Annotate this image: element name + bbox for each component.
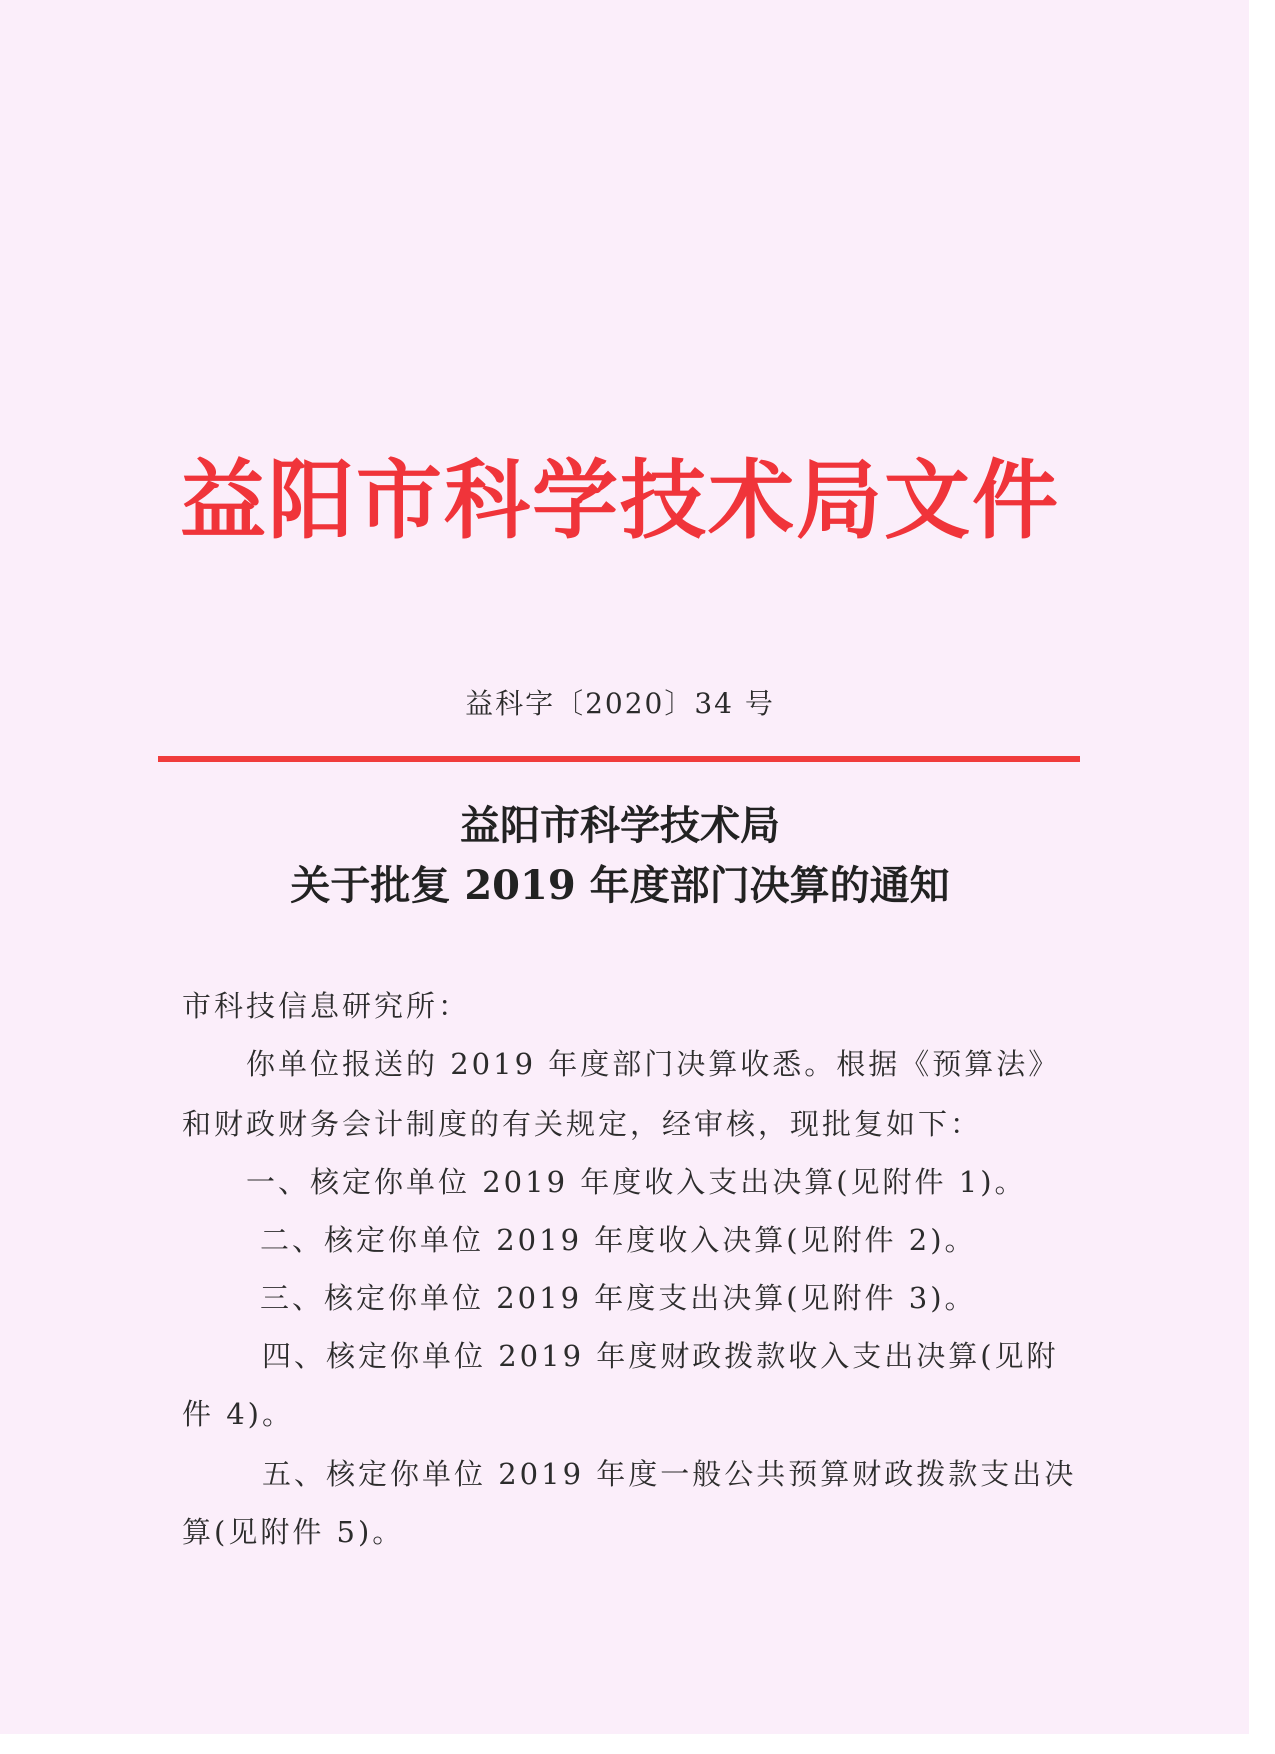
red-divider-rule: [158, 756, 1080, 762]
approval-item-3: 三、核定你单位 2019 年度支出决算(见附件 3)。: [260, 1281, 977, 1315]
approval-item-4: 四、核定你单位 2019 年度财政拨款收入支出决算(见附: [262, 1339, 1059, 1373]
scan-margin-bottom: [0, 1734, 1275, 1754]
body-paragraph-line: 和财政财务会计制度的有关规定，经审核，现批复如下：: [182, 1107, 983, 1141]
salutation: 市科技信息研究所：: [182, 989, 471, 1023]
approval-item-5-continued: 算(见附件 5)。: [182, 1515, 405, 1549]
approval-item-2: 二、核定你单位 2019 年度收入决算(见附件 2)。: [260, 1223, 977, 1257]
notice-title-line-2: 关于批复 2019 年度部门决算的通知: [290, 862, 950, 909]
scan-margin-right: [1249, 0, 1275, 1754]
notice-title-line-1: 益阳市科学技术局: [460, 802, 780, 849]
approval-item-1: 一、核定你单位 2019 年度收入支出决算(见附件 1)。: [246, 1165, 1027, 1199]
approval-item-5: 五、核定你单位 2019 年度一般公共预算财政拨款支出决: [262, 1457, 1077, 1491]
body-paragraph-line: 你单位报送的 2019 年度部门决算收悉。根据《预算法》: [246, 1047, 1061, 1081]
org-file-title: 益阳市科学技术局文件: [180, 451, 1060, 551]
document-number: 益科字〔2020〕34 号: [465, 687, 775, 720]
approval-item-4-continued: 件 4)。: [182, 1397, 294, 1431]
